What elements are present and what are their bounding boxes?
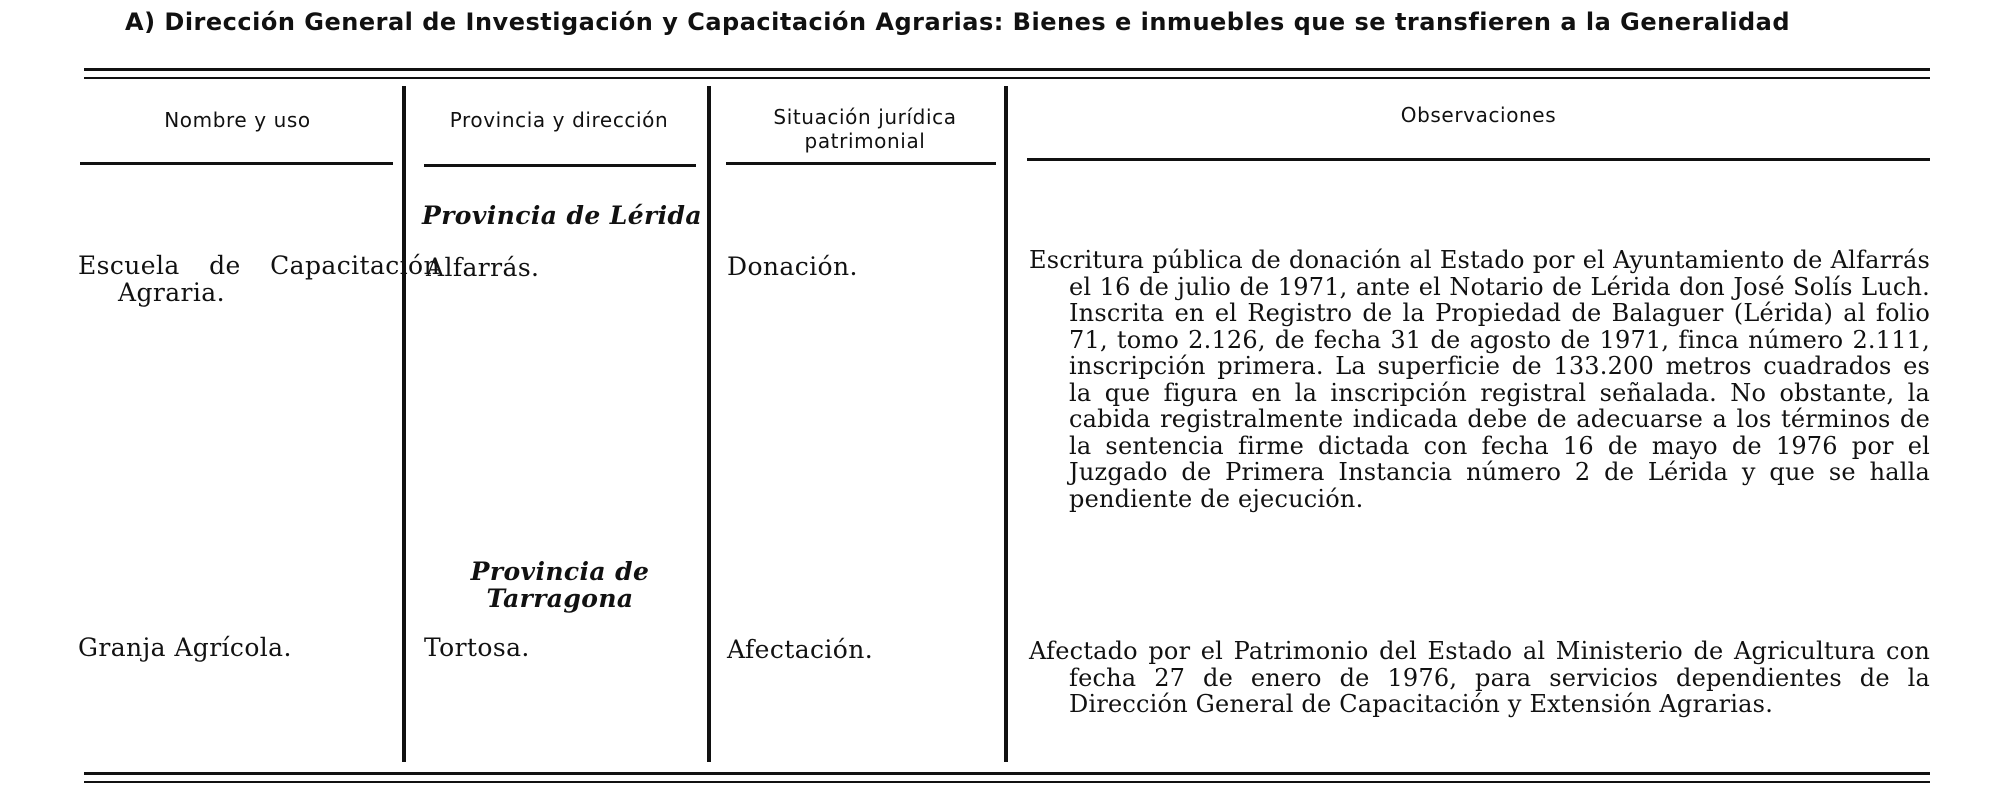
header-observaciones: Observaciones — [1400, 103, 1557, 127]
column-divider — [402, 86, 406, 762]
observaciones-cell: Afectado por el Patrimonio del Estado al Ministerio de Agricultura con fecha 27 de enero de 1976, para servicios dependientes de la Dirección General de Capacitación y Extensión Agrarias. — [1029, 637, 1930, 718]
direccion-cell: Alfarrás. — [426, 253, 540, 282]
top-rule-2 — [84, 77, 1930, 79]
header-nombre: Nombre y uso — [164, 108, 311, 132]
bottom-rule-2 — [84, 781, 1930, 783]
header-underline — [726, 162, 996, 165]
bottom-rule — [84, 772, 1930, 775]
nombre-cell: Escuela de Capacitación Agraria. — [78, 251, 440, 307]
situacion-cell: Donación. — [727, 252, 858, 281]
situacion-cell: Afectación. — [727, 635, 874, 664]
observaciones-cell: Escritura pública de donación al Estado por el Ayuntamiento de Alfarrás el 16 de julio de 1971, ante el Notario de Lérida don José Solís Luch. Inscrita en el Registro de la Propiedad de Balaguer (Lérida) al folio 71, tomo 2.126, de fecha 31 de agosto de 1971, finca número 2.111, inscripción primera. La superficie de 133.200 metros cuadrados es la que figura en la inscripción registral señalada. No obstante, la cabida registralmente indicada debe de adecuarse a los términos de la sentencia firme dictada con fecha 16 de mayo de 1976 por el Juzgado de Primera Instancia número 2 de Lérida y que se halla pendiente de ejecución. — [1029, 246, 1930, 513]
header-underline — [424, 164, 696, 167]
header-underline — [80, 162, 393, 165]
header-underline — [1027, 158, 1930, 161]
provincia-heading: Provincia de Tarragona — [470, 557, 650, 613]
header-provincia: Provincia y dirección — [449, 108, 669, 132]
provincia-heading: Provincia de Lérida — [422, 201, 702, 230]
column-divider — [1004, 86, 1008, 762]
direccion-cell: Tortosa. — [424, 633, 530, 662]
header-situacion: Situación jurídica patrimonial — [773, 105, 957, 153]
page-title: A) Dirección General de Investigación y Capacitación Agrarias: Bienes e inmuebles que se transfieren a la Generalidad — [125, 8, 1791, 36]
nombre-cell: Granja Agrícola. — [78, 633, 292, 662]
top-rule — [84, 68, 1930, 71]
column-divider — [707, 86, 711, 762]
